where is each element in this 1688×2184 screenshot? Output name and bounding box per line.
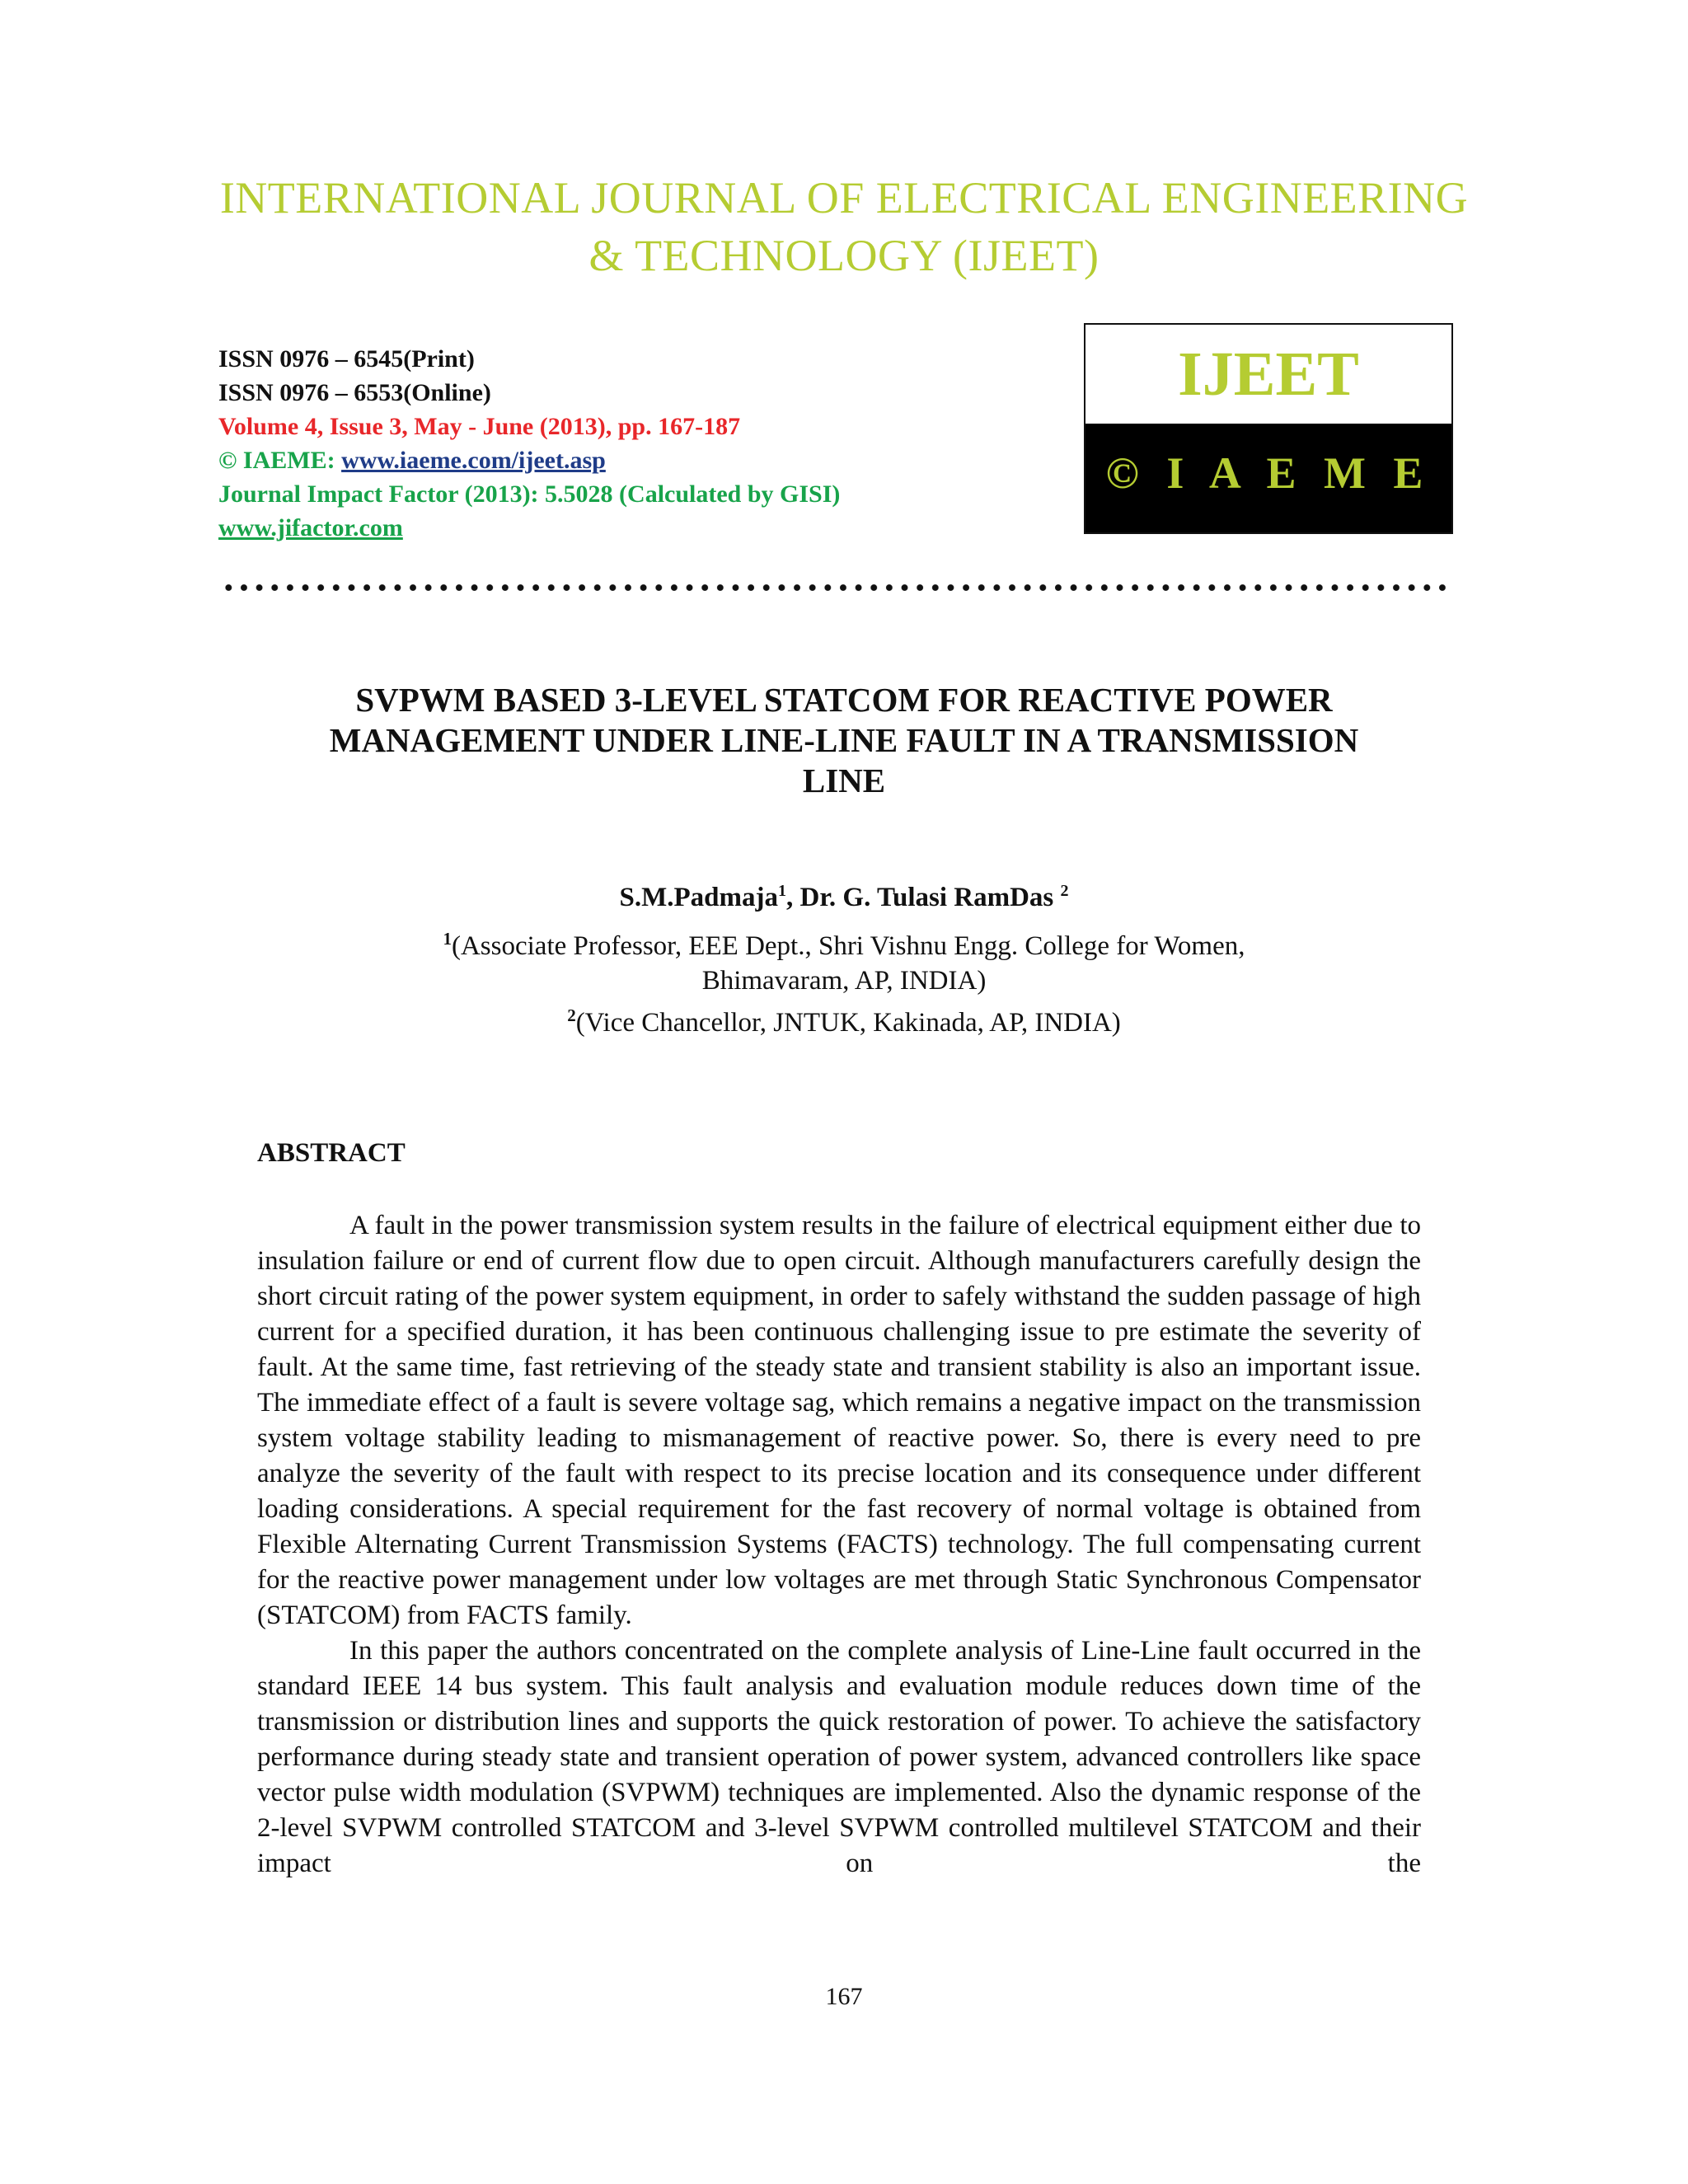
logo-name: IJEET [1085,325,1451,424]
author-2: Dr. G. Tulasi RamDas [799,883,1061,912]
page-number: 167 [825,1983,863,2010]
affiliation-1-mark: 1 [443,929,452,949]
journal-title-line-2: & TECHNOLOGY (IJEET) [588,231,1100,280]
dotted-separator [221,583,1451,592]
affiliation-1-line-1: (Associate Professor, EEE Dept., Shri Vishnu Engg. College for Women, [451,931,1245,961]
author-2-mark: 2 [1060,882,1069,900]
iaeme-line [218,443,840,477]
iaeme-prefix: © IAEME: [218,447,342,474]
abstract-paragraph-2: In this paper the authors concentrated on the complete analysis of Line-Line fault occurred in the standard IEEE 14 bus system. This fault analysis and evaluation module reduces down time of the transmission or distribution lines and supports the quick restoration of power. To achieve the satisfactory performance during steady state and transient operation of power system, advanced controllers like space vector pulse width modulation (SVPWM) techniques are implemented. Also the dynamic response of the 2-level SVPWM controlled STATCOM and 3-level SVPWM controlled multilevel STATCOM and their impact on the [257,1636,1421,1878]
abstract-heading: ABSTRACT [257,1138,406,1168]
author-1: S.M.Padmaja [619,883,778,912]
paper-title-line-1: SVPWM BASED 3-LEVEL STATCOM FOR REACTIVE POWER [355,681,1333,719]
jifactor-link[interactable]: www.jifactor.com [218,514,403,541]
affiliations [214,921,1474,1040]
affiliation-1-line-2: Bhimavaram, AP, INDIA) [701,966,987,996]
paper-title-line-2: MANAGEMENT UNDER LINE-LINE FAULT IN A TRANSMISSION [329,721,1359,759]
issn-online: ISSN 0976 – 6553(Online) [218,379,491,406]
logo-publisher: © I A E M E [1085,424,1451,532]
paper-title-line-3: LINE [802,762,886,799]
affiliation-2 [214,998,1474,1040]
issn-print: ISSN 0976 – 6545(Print) [218,345,475,373]
author-separator: , [785,883,800,912]
paper-title [214,680,1474,801]
volume-info: Volume 4, Issue 3, May - June (2013), pp. 167-187 [218,413,741,440]
affiliation-1 [214,921,1474,963]
affiliation-2-mark: 2 [567,1005,576,1025]
journal-title-line-1: INTERNATIONAL JOURNAL OF ELECTRICAL ENGINEERING [219,173,1469,223]
journal-meta [218,342,840,545]
author-1-mark: 1 [777,882,786,900]
authors [214,874,1474,915]
abstract-paragraph-1: A fault in the power transmission system results in the failure of electrical equipment either due to insulation failure or end of current flow due to open circuit. Although manufacturers carefully design the short circuit rating of the power system equipment, in order to safely withstand the sudden passage of high current for a specified duration, it has been continuous challenging issue to pre estimate the severity of fault. At the same time, fast retrieving of the steady state and transient stability is also an important issue. The immediate effect of a fault is severe voltage sag, which remains a negative impact on the transmission system voltage stability leading to mismanagement of reactive power. So, there is every need to pre analyze the severity of the fault with respect to its precise location and its consequence under different loading considerations. A special requirement for the fast recovery of normal voltage is obtained from Flexible Alternating Current Transmission Systems (FACTS) technology. The full compensating current for the reactive power management under low voltages are met through Static Synchronous Compensator (STATCOM) from FACTS family. [257,1211,1421,1630]
ijeet-logo [1084,323,1453,534]
iaeme-url-link[interactable]: www.iaeme.com/ijeet.asp [341,447,606,474]
affiliation-2-line: (Vice Chancellor, JNTUK, Kakinada, AP, INDIA) [575,1008,1121,1038]
abstract-body [257,1208,1421,1882]
journal-title [165,169,1523,284]
impact-factor: Journal Impact Factor (2013): 5.5028 (Calculated by GISI) [218,480,841,508]
